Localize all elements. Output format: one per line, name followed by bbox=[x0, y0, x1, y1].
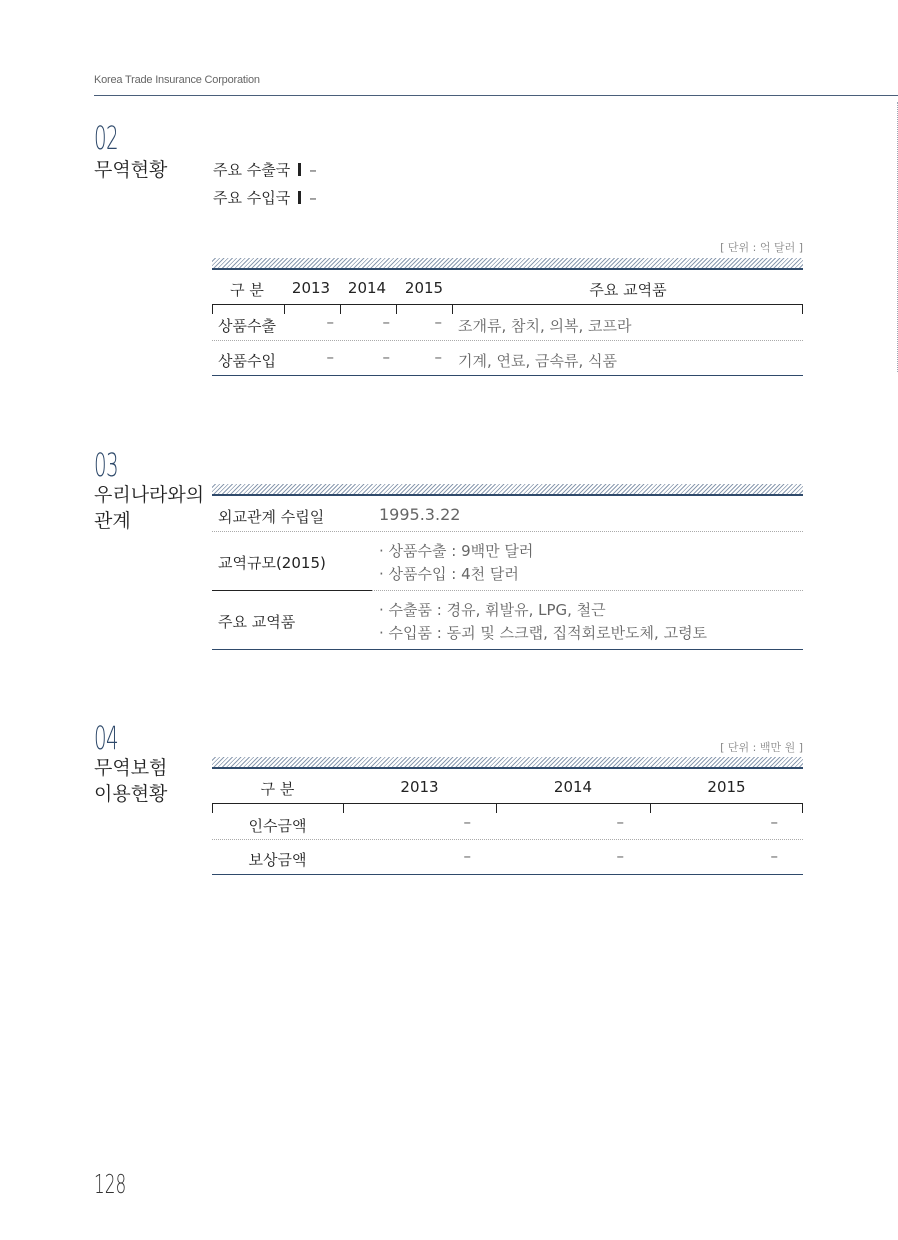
export-countries-value: – bbox=[309, 161, 317, 179]
row-items: 조개류, 참치, 의복, 코프라 bbox=[458, 317, 632, 335]
section-03-number: 03 bbox=[94, 446, 119, 484]
header-bracket-line bbox=[212, 803, 803, 804]
section-04-number: 04 bbox=[94, 719, 119, 757]
table-top-line bbox=[212, 494, 803, 496]
label-bar bbox=[298, 163, 301, 176]
trade-table-unit: [ 단위 : 억 달러 ] bbox=[720, 241, 803, 254]
table-bottom-line bbox=[212, 649, 803, 650]
section-03-title-line1: 우리나라와의 bbox=[94, 484, 205, 506]
header-category: 구 분 bbox=[260, 780, 295, 798]
row-label: 보상금액 bbox=[248, 851, 307, 869]
row-2013: – bbox=[463, 847, 471, 865]
bracket-tick bbox=[496, 803, 497, 813]
table-bottom-line bbox=[212, 375, 803, 376]
header-bracket-line bbox=[212, 304, 803, 305]
label-bar bbox=[298, 191, 301, 204]
table-top-line bbox=[212, 268, 803, 270]
header-divider bbox=[94, 95, 898, 96]
row-2015: – bbox=[770, 847, 778, 865]
bracket-tick bbox=[452, 304, 453, 314]
row-2014: – bbox=[616, 847, 624, 865]
header-2014: 2014 bbox=[553, 778, 593, 796]
bracket-tick bbox=[802, 304, 803, 314]
header-2013: 2013 bbox=[291, 279, 331, 297]
export-countries-label: 주요 수출국 bbox=[213, 161, 291, 179]
row-label: 외교관계 수립일 bbox=[218, 508, 325, 526]
row-2014: – bbox=[616, 813, 624, 831]
bracket-tick bbox=[802, 803, 803, 813]
table-hatch-band bbox=[212, 484, 803, 494]
row-divider bbox=[212, 340, 803, 342]
row-label: 교역규모(2015) bbox=[218, 554, 326, 572]
header-org-name: Korea Trade Insurance Corporation bbox=[94, 74, 260, 86]
section-02-number: 02 bbox=[94, 119, 119, 157]
row-divider bbox=[372, 590, 803, 592]
row-2015: – bbox=[434, 313, 442, 331]
row-value: · 상품수출 : 9백만 달러 bbox=[379, 542, 534, 560]
table-hatch-band bbox=[212, 258, 803, 268]
import-countries-label: 주요 수입국 bbox=[213, 189, 291, 207]
bracket-tick bbox=[212, 803, 213, 813]
bracket-tick bbox=[343, 803, 344, 813]
insurance-table-unit: [ 단위 : 백만 원 ] bbox=[720, 741, 803, 754]
row-label: 주요 교역품 bbox=[218, 613, 296, 631]
header-2015: 2015 bbox=[404, 279, 444, 297]
row-2015: – bbox=[770, 813, 778, 831]
header-2013: 2013 bbox=[400, 778, 439, 796]
section-02-title: 무역현황 bbox=[94, 159, 168, 181]
main-export-countries bbox=[213, 159, 317, 180]
row-2014: – bbox=[382, 348, 390, 366]
header-2015: 2015 bbox=[707, 778, 746, 796]
main-import-countries bbox=[213, 187, 317, 208]
row-2014: – bbox=[382, 313, 390, 331]
row-items: 기계, 연료, 금속류, 식품 bbox=[458, 352, 618, 370]
section-04-title-line1: 무역보험 bbox=[94, 757, 168, 779]
table-bottom-line bbox=[212, 874, 803, 875]
row-2013: – bbox=[463, 813, 471, 831]
section-03-title-line2: 관계 bbox=[94, 510, 131, 532]
header-category: 구 분 bbox=[230, 281, 264, 299]
row-2013: – bbox=[326, 313, 334, 331]
row-label: 인수금액 bbox=[248, 817, 307, 835]
row-divider bbox=[212, 839, 803, 841]
header-main-items: 주요 교역품 bbox=[589, 281, 667, 299]
section-04-title-line2: 이용현황 bbox=[94, 783, 168, 805]
row-value: · 수입품 : 동괴 및 스크랩, 집적회로반도체, 고령토 bbox=[379, 624, 708, 642]
page-number: 128 bbox=[94, 1170, 127, 1200]
import-countries-value: – bbox=[309, 189, 317, 207]
header-2014: 2014 bbox=[347, 279, 387, 297]
row-label: 상품수입 bbox=[218, 352, 276, 370]
row-label: 상품수출 bbox=[218, 317, 276, 335]
row-divider bbox=[212, 531, 803, 533]
row-2013: – bbox=[326, 348, 334, 366]
row-value: · 상품수입 : 4천 달러 bbox=[379, 565, 519, 583]
label-divider bbox=[212, 590, 372, 591]
row-value: · 수출품 : 경유, 휘발유, LPG, 철근 bbox=[379, 601, 606, 619]
bracket-tick bbox=[650, 803, 651, 813]
row-2015: – bbox=[434, 348, 442, 366]
table-top-line bbox=[212, 767, 803, 769]
row-value: 1995.3.22 bbox=[379, 505, 461, 524]
bracket-tick bbox=[212, 304, 213, 314]
table-hatch-band bbox=[212, 757, 803, 767]
